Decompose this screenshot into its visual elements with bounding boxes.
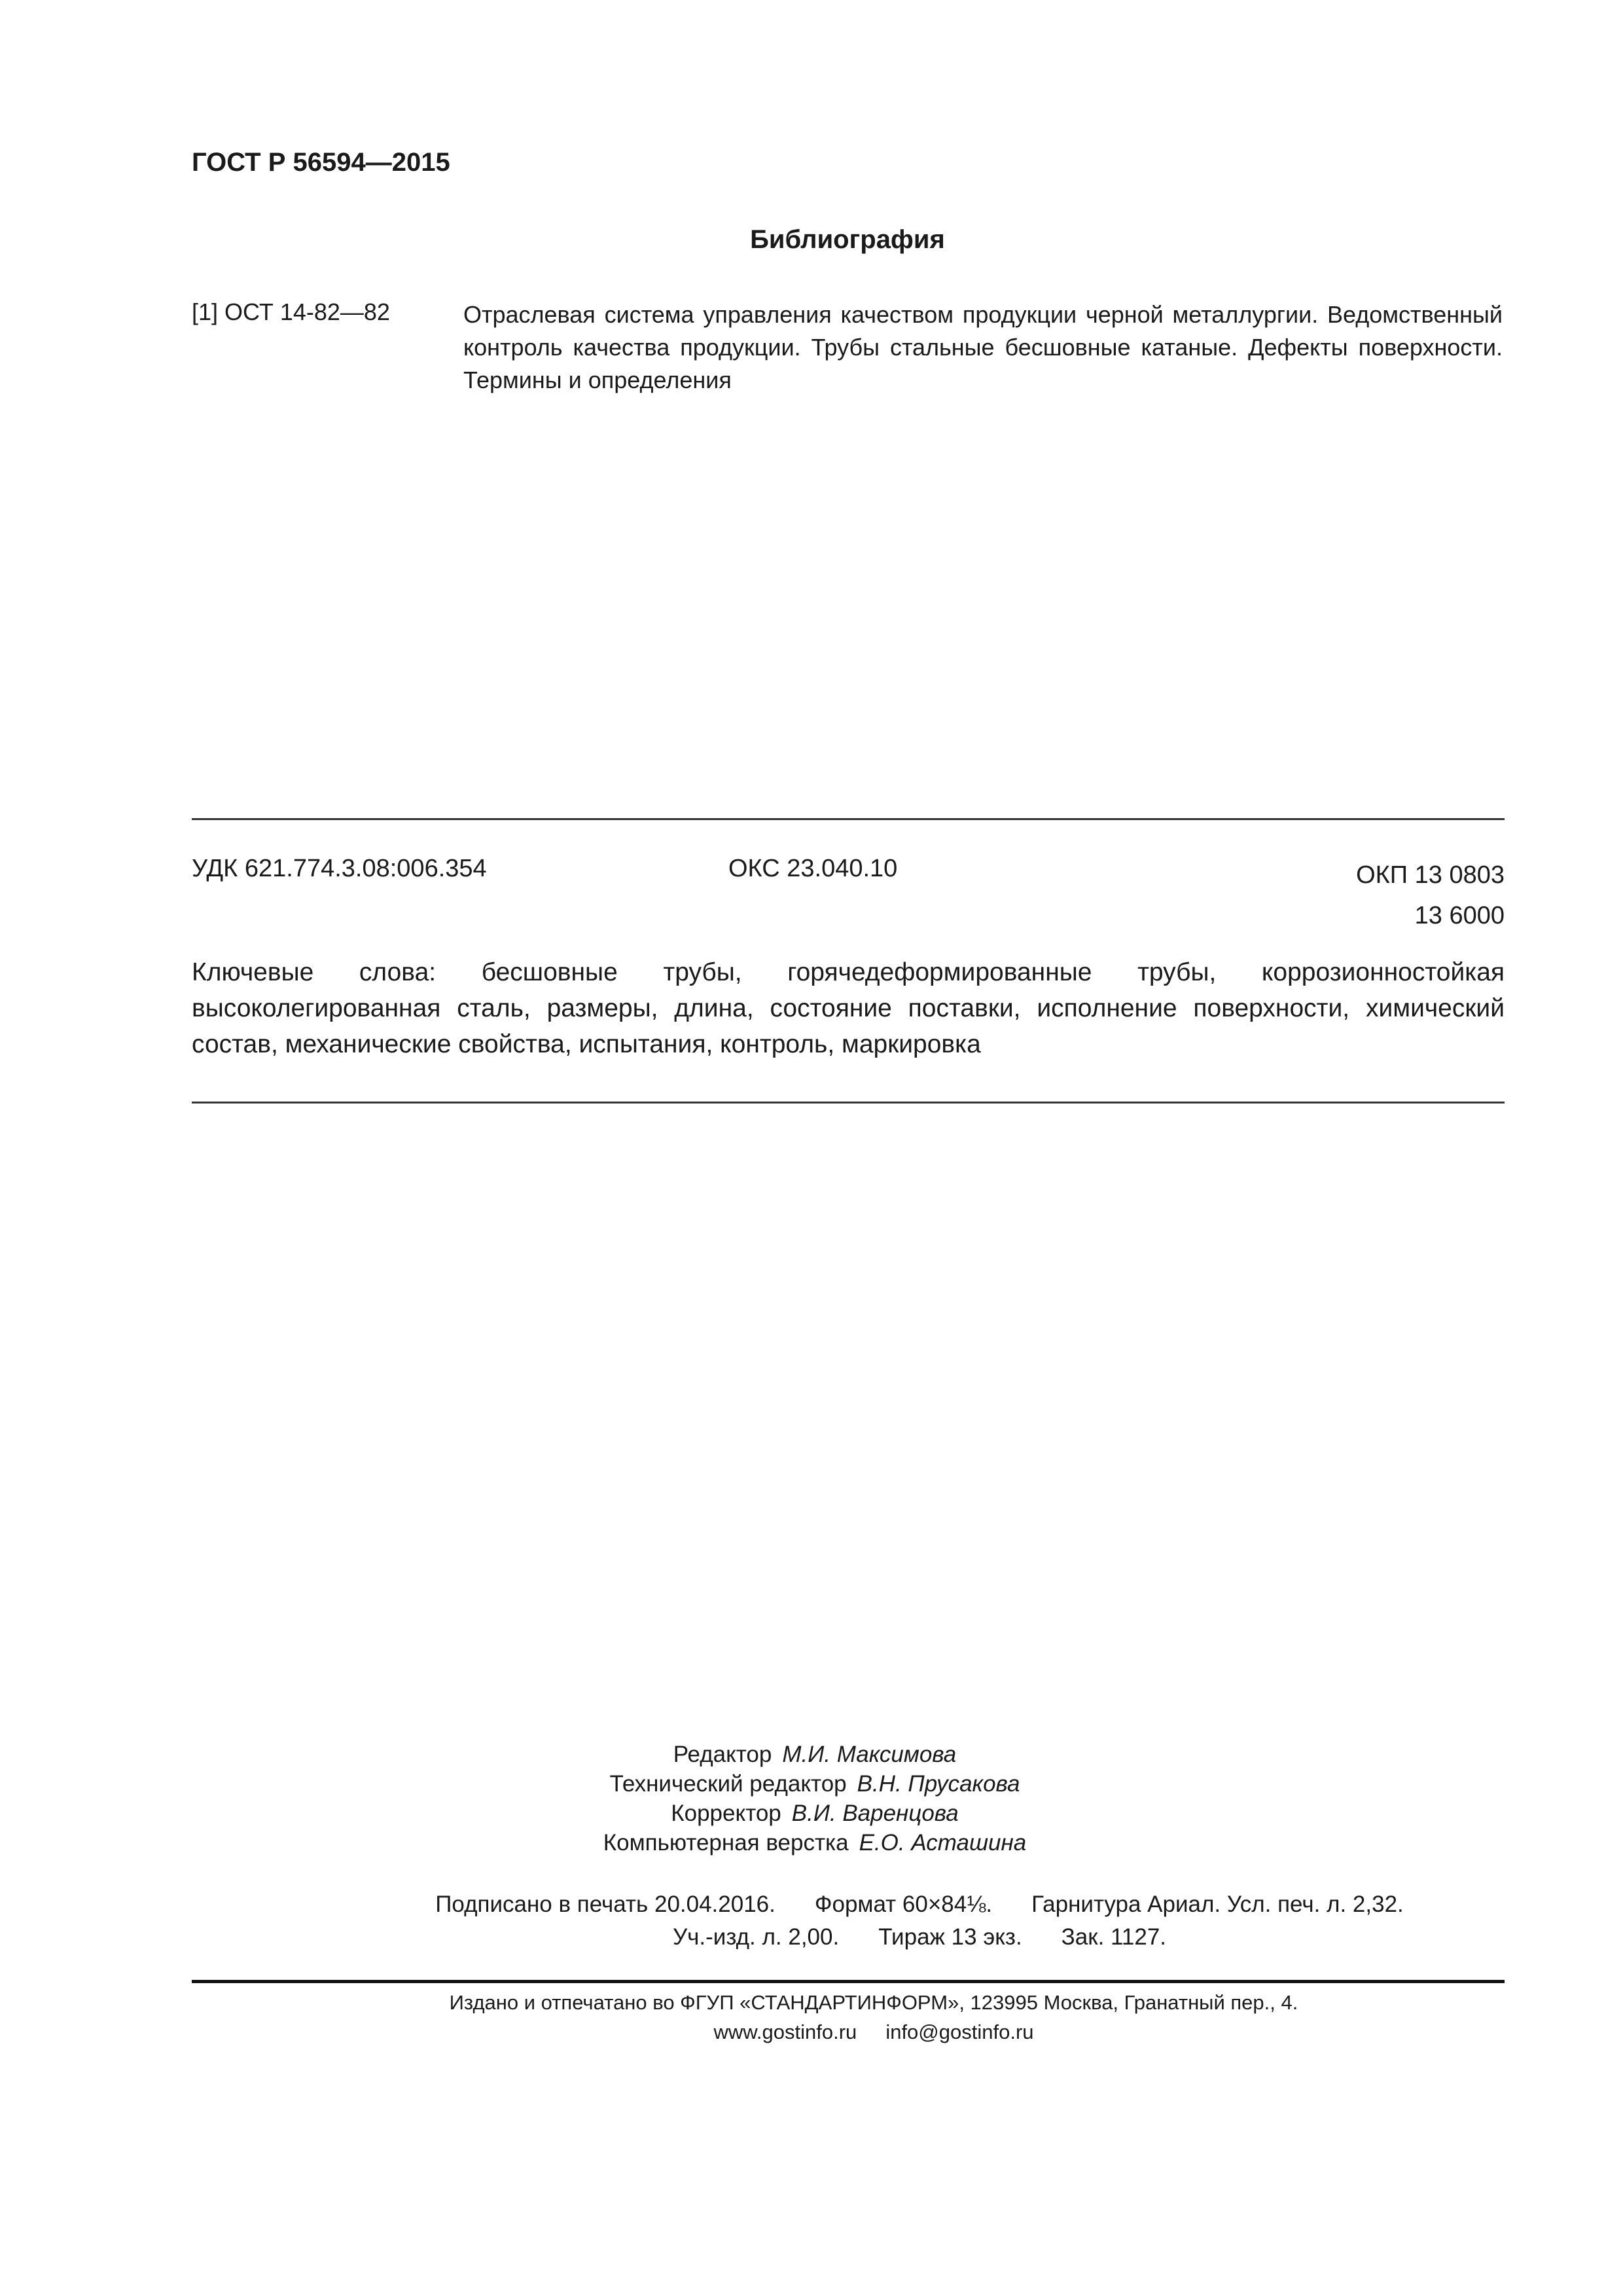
bibliography-ref-number: [1] ОСТ 14-82—82 [192,298,390,325]
oks-code: ОКС 23.040.10 [728,855,898,882]
staff-line [0,1769,1623,1799]
publisher-email[interactable]: info@gostinfo.ru [885,2020,1034,2043]
document-code: ГОСТ Р 56594—2015 [192,148,450,177]
bibliography-title: Библиография [750,225,945,254]
staff-role: Редактор [673,1742,772,1767]
okp-code-line1: ОКП 13 0803 [1356,861,1505,889]
staff-line [0,1828,1623,1857]
divider-top [192,818,1505,820]
paper-format: Формат 60×84⅛. [814,1892,993,1917]
staff-line [0,1740,1623,1769]
edition-sheets: Уч.-изд. л. 2,00. [672,1924,840,1950]
typeface-info: Гарнитура Ариал. Усл. печ. л. 2,32. [1031,1892,1404,1917]
staff-name: В.Н. Прусакова [857,1771,1020,1797]
divider-middle [192,1102,1505,1103]
publisher-line: Издано и отпечатано во ФГУП «СТАНДАРТИНФОРМ», 123995 Москва, Гранатный пер., 4. [449,1991,1298,2014]
udk-code: УДК 621.774.3.08:006.354 [192,855,487,882]
staff-name: Е.О. Асташина [859,1830,1027,1856]
print-info-line1 [0,1888,1623,1921]
bibliography-ref-text: Отраслевая система управления качеством продукции черной металлургии. Ведомственный контроль качества продукции. Трубы стальные бесшовные катаные. Дефекты поверхности. Термины и определения [463,301,1503,393]
publisher-website[interactable]: www.gostinfo.ru [713,2020,857,2043]
staff-name: В.И. Варенцова [791,1801,959,1826]
circulation: Тираж 13 экз. [878,1924,1022,1950]
order-number: Зак. 1127. [1061,1924,1167,1950]
publisher-contacts [0,2017,1623,2047]
staff-credits [0,1740,1623,1857]
staff-role: Компьютерная верстка [603,1830,849,1856]
print-info-line2 [0,1921,1623,1954]
keywords: Ключевые слова: бесшовные трубы, горячедеформированные трубы, коррозионностойкая высоколегированная сталь, размеры, длина, состояние поставки, исполнение поверхности, химический состав, механические свойства, испытания, контроль, маркировка [192,958,1505,1058]
staff-role: Корректор [671,1801,781,1826]
print-info [0,1888,1623,1954]
okp-codes [1356,855,1505,936]
okp-code-line2: 13 6000 [1414,902,1505,929]
staff-name: М.И. Максимова [782,1742,957,1767]
staff-line [0,1799,1623,1828]
staff-role: Технический редактор [609,1771,847,1797]
signed-date: Подписано в печать 20.04.2016. [435,1892,776,1917]
publisher-info [0,1978,1623,2047]
